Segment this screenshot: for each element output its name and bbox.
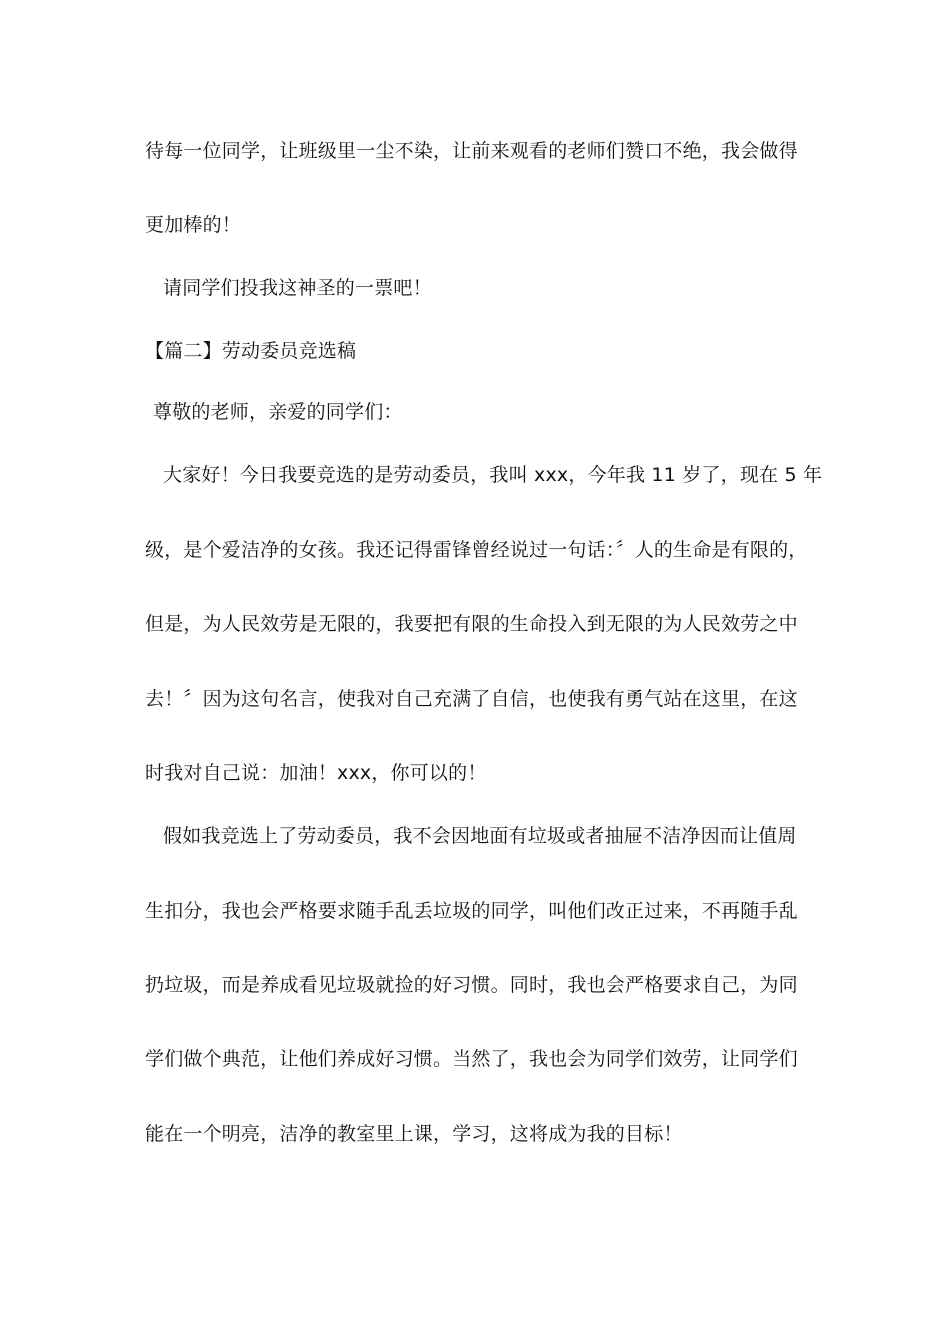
body-line-11: 假如我竞选上了劳动委员，我不会因地面有垃圾或者抽屉不洁净因而让值周 (163, 825, 797, 847)
closing-appeal: 请同学们投我这神圣的一票吧！ (163, 277, 432, 299)
body-line-12: 生扣分，我也会严格要求随手乱丢垃圾的同学，叫他们改正过来，不再随手乱 (145, 900, 798, 922)
body-line-7: 级，是个爱洁净的女孩。我还记得雷锋曾经说过一句话：〞人的生命是有限的， (145, 539, 808, 561)
body-line-1: 待每一位同学，让班级里一尘不染，让前来观看的老师们赞口不绝，我会做得 (145, 140, 798, 162)
body-line-9: 去！〞因为这句名言，使我对自己充满了自信，也使我有勇气站在这里，在这 (145, 688, 798, 710)
section-heading: 【篇二】劳动委员竞选稿 (145, 340, 357, 362)
body-line-6: 大家好！今日我要竞选的是劳动委员，我叫 xxx，今年我 11 岁了，现在 5 年 (163, 464, 823, 486)
salutation: 尊敬的老师，亲爱的同学们： (153, 401, 403, 423)
body-line-2: 更加棒的！ (145, 214, 242, 236)
body-line-8: 但是，为人民效劳是无限的，我要把有限的生命投入到无限的为人民效劳之中 (145, 613, 798, 635)
body-line-10: 时我对自己说：加油！xxx，你可以的！ (145, 762, 487, 784)
body-line-14: 学们做个典范，让他们养成好习惯。当然了，我也会为同学们效劳，让同学们 (145, 1048, 798, 1070)
body-line-13: 扔垃圾，而是养成看见垃圾就捡的好习惯。同时，我也会严格要求自己，为同 (145, 974, 798, 996)
body-line-15: 能在一个明亮，洁净的教室里上课，学习，这将成为我的目标！ (145, 1123, 683, 1145)
